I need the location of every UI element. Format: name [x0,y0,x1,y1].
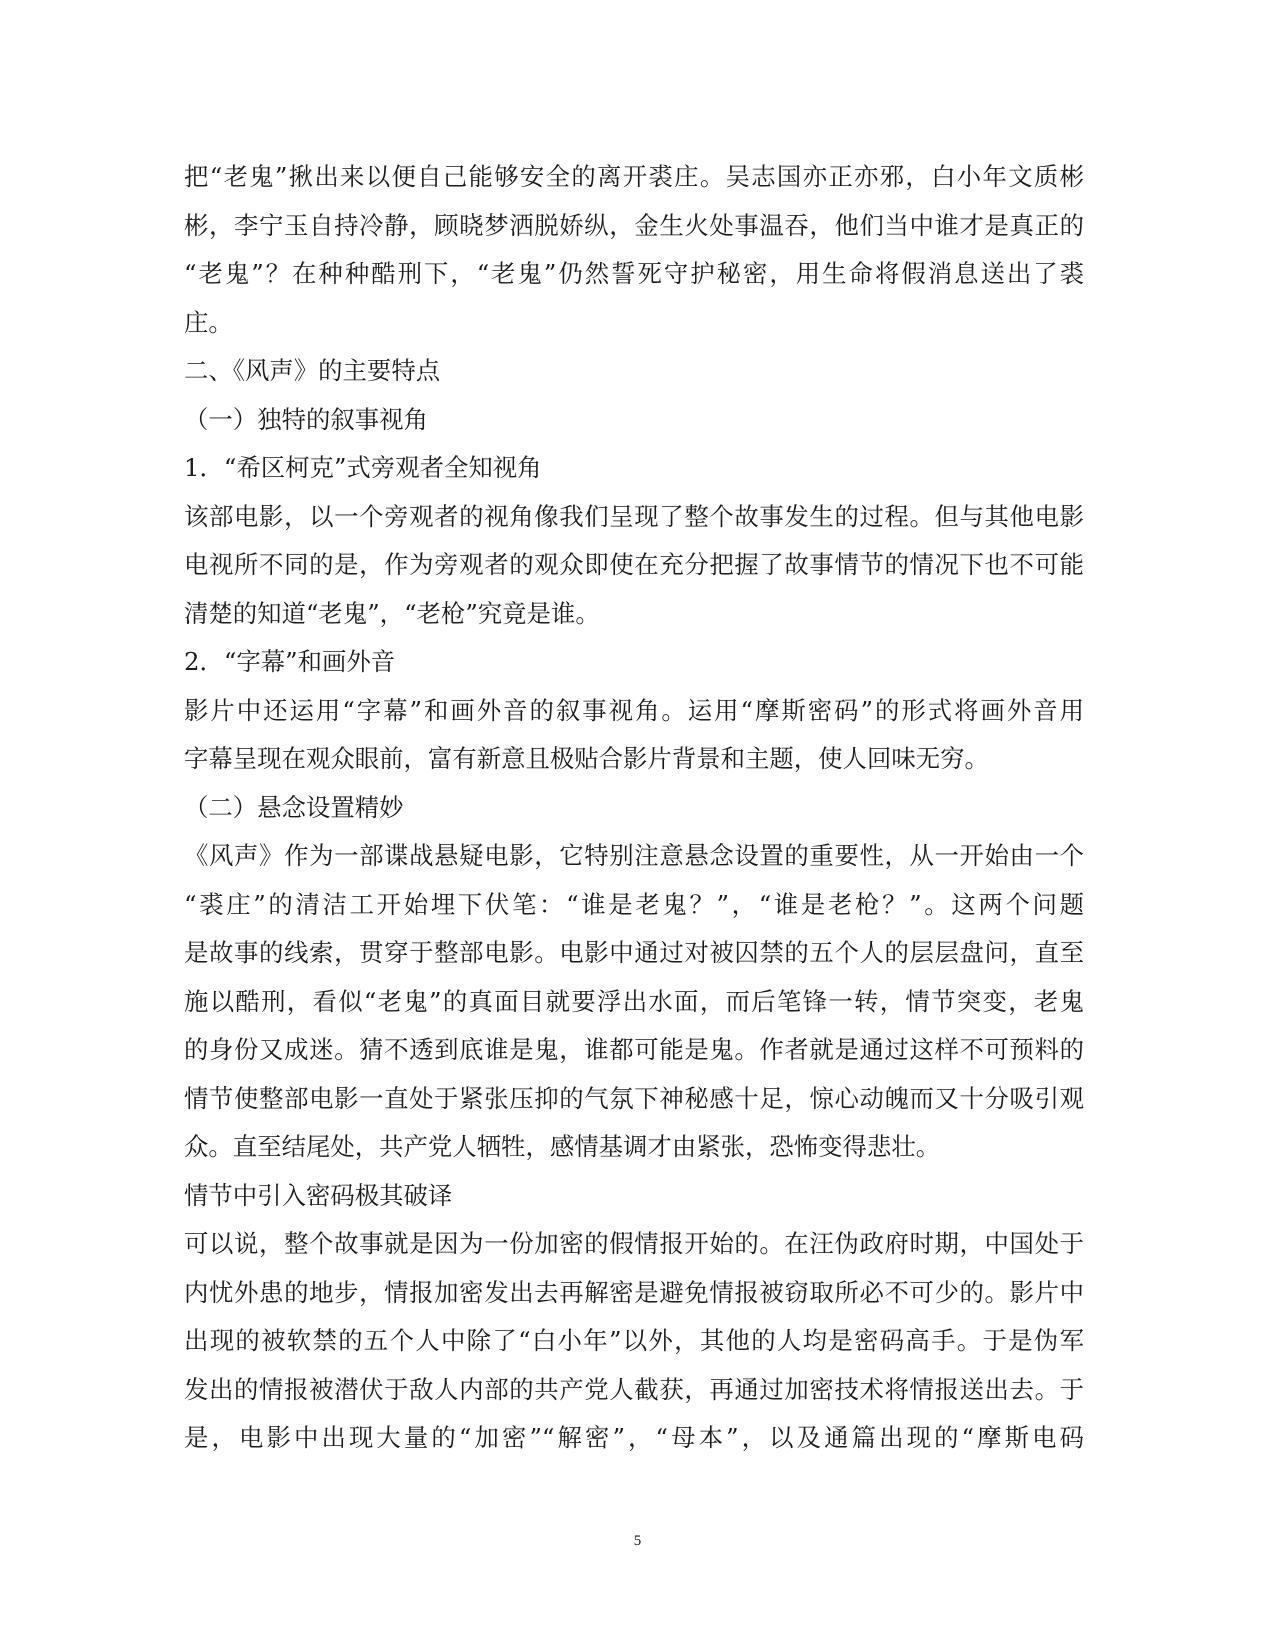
text-line: 《风声》作为一部谍战悬疑电影，它特别注意悬念设置的重要性，从一开始由一个 [184,841,1084,870]
text-line: 影片中还运用“字幕”和画外音的叙事视角。运用“摩斯密码”的形式将画外音用 [184,695,1084,725]
text-line: （一）独特的叙事视角 [184,404,428,434]
text-line: 众。直至结尾处，共产党人牺牲，感情基调才由紧张，恐怖变得悲壮。 [184,1132,941,1161]
text-line: 字幕呈现在观众眼前，富有新意且极贴合影片背景和主题，使人回味无穷。 [184,744,989,773]
text-line: 是，电影中出现大量的“加密”“解密”，“母本”，以及通篇出现的“摩斯电码 [184,1423,1084,1452]
text-line: 电视所不同的是，作为旁观者的观众即使在充分把握了故事情节的情况下也不可能 [184,550,1084,579]
page-number: 5 [633,1533,642,1549]
text-line: 出现的被软禁的五个人中除了“白小年”以外，其他的人均是密码高手。于是伪军 [184,1326,1084,1355]
text-line: 情节中引入密码极其破译 [184,1180,453,1210]
text-line: 施以酷刑，看似“老鬼”的真面目就要浮出水面，而后笔锋一转，情节突变，老鬼 [184,986,1084,1016]
text-line: “老鬼”？在种种酷刑下，“老鬼”仍然誓死守护秘密，用生命将假消息送出了裘 [184,259,1084,288]
text-line: 二、《风声》的主要特点 [184,356,441,385]
text-line: （二）悬念设置精妙 [184,792,404,822]
text-line: 2．“字幕”和画外音 [184,647,396,676]
text-line: 内忧外患的地步，情报加密发出去再解密是避免情报被窃取所必不可少的。影片中 [184,1277,1084,1307]
text-line: 可以说，整个故事就是因为一份加密的假情报开始的。在汪伪政府时期，中国处于 [184,1229,1084,1258]
text-line: 1．“希区柯克”式旁观者全知视角 [184,453,542,482]
text-line: 庄。 [184,307,233,337]
text-line: 彬，李宁玉自持冷静，顾晓梦洒脱娇纵，金生火处事温吞，他们当中谁才是真正的 [184,210,1084,240]
text-line: “裘庄”的清洁工开始埋下伏笔：“谁是老鬼？”，“谁是老枪？”。这两个问题 [184,889,1084,919]
text-line: 情节使整部电影一直处于紧张压抑的气氛下神秘感十足，惊心动魄而又十分吸引观 [184,1083,1084,1113]
text-line: 的身份又成迷。猜不透到底谁是鬼，谁都可能是鬼。作者就是通过这样不可预料的 [184,1035,1084,1064]
text-line: 发出的情报被潜伏于敌人内部的共产党人截获，再通过加密技术将情报送出去。于 [184,1374,1084,1404]
text-line: 把“老鬼”揪出来以便自己能够安全的离开裘庄。吴志国亦正亦邪，白小年文质彬 [184,162,1084,191]
document-body [184,153,1084,1463]
text-line: 该部电影，以一个旁观者的视角像我们呈现了整个故事发生的过程。但与其他电影 [184,501,1084,531]
text-line: 是故事的线索，贯穿于整部电影。电影中通过对被囚禁的五个人的层层盘问，直至 [184,938,1084,967]
text-line: 清楚的知道“老鬼”，“老枪”究竟是谁。 [184,598,600,628]
